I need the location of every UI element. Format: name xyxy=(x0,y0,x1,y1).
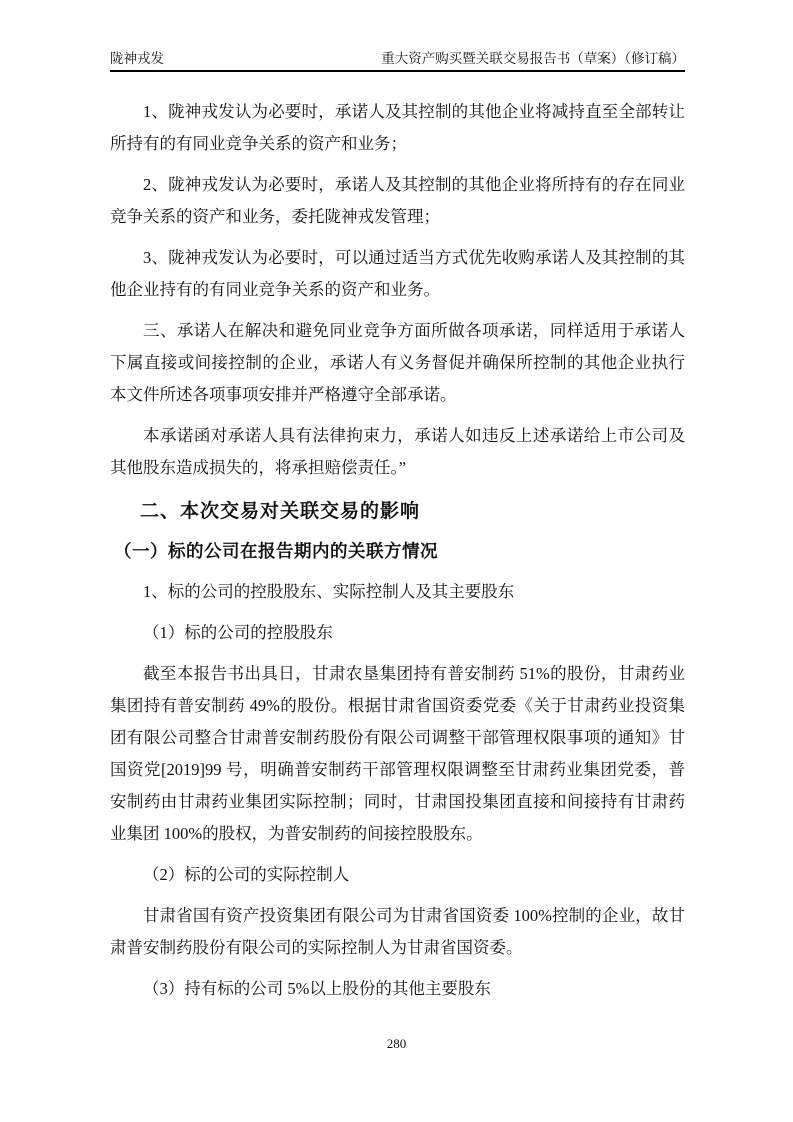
list-item-1-1: （1）标的公司的控股股东 xyxy=(143,623,333,642)
subsection-heading-1: （一）标的公司在报告期内的关联方情况 xyxy=(114,541,438,561)
commitment-closing-paragraph: 本承诺函对承诺人具有法律拘束力，承诺人如违反上述承诺给上市公司及其他股东造成损失的，将承担赔偿责任。” xyxy=(110,426,685,477)
clause-paragraph-3: 3、陇神戎发认为必要时，可以通过适当方式优先收购承诺人及其控制的其他企业持有的有同业竞争关系的资产和业务。 xyxy=(110,248,685,299)
list-item-1-2: （2）标的公司的实际控制人 xyxy=(143,865,350,884)
actual-controller-paragraph: 甘肃省国有资产投资集团有限公司为甘肃省国资委 100%控制的企业，故甘肃普安制药股份有限公司的实际控制人为甘肃省国资委。 xyxy=(110,906,685,957)
page-number: 280 xyxy=(386,1036,407,1051)
clause-paragraph-san: 三、承诺人在解决和避免同业竞争方面所做各项承诺，同样适用于承诺人下属直接或间接控制的企业，承诺人有义务督促并确保所控制的其他企业执行本文件所述各项事项安排并严格遵守全部承诺。 xyxy=(110,321,685,404)
page-footer xyxy=(0,1036,793,1052)
clause-paragraph-1: 1、陇神戎发认为必要时，承诺人及其控制的其他企业将减持直至全部转让所持有的有同业竞争关系的资产和业务； xyxy=(110,102,685,153)
document-body xyxy=(110,96,685,1014)
clause-paragraph-2: 2、陇神戎发认为必要时，承诺人及其控制的其他企业将所持有的存在同业竞争关系的资产和业务，委托陇神戎发管理； xyxy=(110,175,685,226)
running-head xyxy=(110,50,685,67)
section-heading-2: 二、本次交易对关联交易的影响 xyxy=(140,501,421,522)
list-item-1: 1、标的公司的控股股东、实际控制人及其主要股东 xyxy=(143,582,515,601)
controlling-shareholder-paragraph: 截至本报告书出具日，甘肃农垦集团持有普安制药 51%的股份，甘肃药业集团持有普安制药 49%的股份。根据甘肃省国资委党委《关于甘肃药业投资集团有限公司整合甘肃普安制药股份有限公司调整干部管理权限事项的通知》甘国资党[2019]99 号，明确普安制药干部管理权限调整至甘肃药业集团党委，普安制药由甘肃药业集团实际控制；同时，甘肃国投集团直接和间接持有甘肃药业集团 100%的股权，为普安制药的间接控股股东。 xyxy=(110,664,685,843)
list-item-1-3: （3）持有标的公司 5%以上股份的其他主要股东 xyxy=(143,979,491,998)
header-right-report-title: 重大资产购买暨关联交易报告书（草案）（修订稿） xyxy=(381,51,685,66)
page-header xyxy=(110,50,685,72)
header-left-company-name: 陇神戎发 xyxy=(110,51,164,66)
header-divider-line xyxy=(110,70,685,72)
